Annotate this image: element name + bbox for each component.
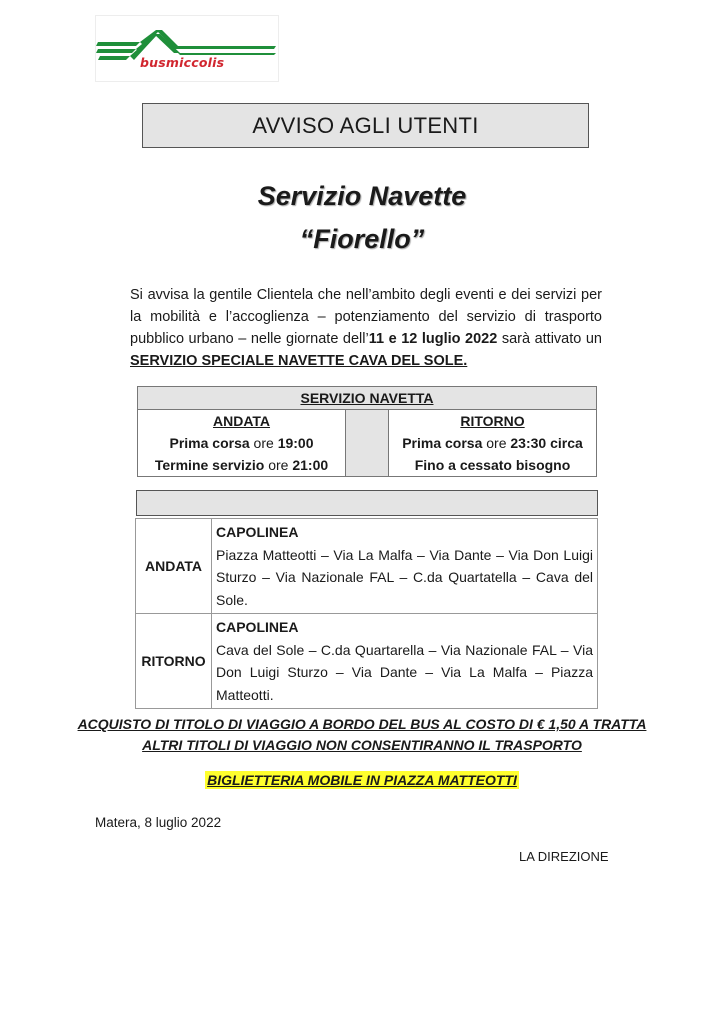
route-label-ritorno: RITORNO bbox=[136, 614, 212, 709]
title-line-1: Servizio Navette bbox=[257, 181, 467, 211]
intro-dates: 11 e 12 luglio 2022 bbox=[368, 331, 498, 347]
route-row-andata bbox=[136, 519, 598, 614]
service-schedule-table bbox=[137, 386, 597, 477]
route-row-ritorno bbox=[136, 614, 598, 709]
logo-text: busmiccolis bbox=[140, 55, 225, 70]
andata-end-time: 21:00 bbox=[292, 457, 329, 473]
route-path-ritorno: Cava del Sole – C.da Quartarella – Via Nazionale FAL – Via Don Luigi Sturzo – Via Dante – Via La Malfa – Piazza Matteotti. bbox=[216, 641, 593, 703]
notice-heading: AVVISO AGLI UTENTI bbox=[252, 112, 479, 138]
intro-text-b: sarà attivato un bbox=[497, 331, 602, 347]
ritorno-first-mid: ore bbox=[482, 435, 511, 451]
ritorno-schedule-cell bbox=[389, 410, 597, 477]
ritorno-first-time: 23:30 circa bbox=[510, 435, 583, 451]
route-capolinea-ritorno: CAPOLINEA bbox=[216, 619, 299, 635]
route-table bbox=[135, 518, 598, 709]
andata-end-mid: ore bbox=[264, 457, 293, 473]
route-capolinea-andata: CAPOLINEA bbox=[216, 524, 299, 540]
schedule-divider-cell bbox=[346, 410, 389, 477]
andata-first-time: 19:00 bbox=[277, 435, 314, 451]
ritorno-title: RITORNO bbox=[460, 413, 525, 429]
company-logo bbox=[95, 15, 279, 82]
document-date: Matera, 8 luglio 2022 bbox=[95, 815, 222, 830]
logo-stripes-icon bbox=[96, 16, 278, 81]
route-path-andata: Piazza Matteotti – Via La Malfa – Via Dante – Via Don Luigi Sturzo – Via Nazionale FAL – C.da Quartatella – Cava del Sole. bbox=[216, 546, 593, 608]
signature: LA DIREZIONE bbox=[519, 849, 609, 864]
intro-highlight: SERVIZIO SPECIALE NAVETTE CAVA DEL SOLE. bbox=[130, 353, 468, 369]
route-desc-ritorno bbox=[212, 614, 598, 709]
intro-text-a: Si avvisa la gentile Clientela che nell’ambito degli eventi e dei servizi per la mobilità e l’accoglienza – potenziamento del servizio di trasporto pubblico urbano – nelle giornate dell’ bbox=[130, 287, 602, 347]
andata-schedule-cell bbox=[138, 410, 346, 477]
andata-first-mid: ore bbox=[249, 435, 278, 451]
title-line-2: “Fiorello” bbox=[299, 224, 425, 254]
andata-title: ANDATA bbox=[212, 413, 271, 429]
ticket-notice-line-2: ALTRI TITOLI DI VIAGGIO NON CONSENTIRANNO IL TRASPORTO bbox=[142, 737, 582, 753]
intro-paragraph bbox=[130, 284, 602, 372]
andata-first-label: Prima corsa bbox=[169, 435, 250, 451]
andata-end-label: Termine servizio bbox=[154, 457, 265, 473]
service-header: SERVIZIO NAVETTA bbox=[138, 387, 597, 410]
route-desc-andata bbox=[212, 519, 598, 614]
route-table-header bbox=[136, 490, 598, 516]
mobile-ticket-office-text: BIGLIETTERIA MOBILE IN PIAZZA MATTEOTTI bbox=[207, 772, 517, 788]
route-label-andata: ANDATA bbox=[136, 519, 212, 614]
notice-heading-box bbox=[142, 103, 589, 148]
ticket-notice-line-1: ACQUISTO DI TITOLO DI VIAGGIO A BORDO DEL BUS AL COSTO DI € 1,50 A TRATTA bbox=[77, 716, 647, 732]
ritorno-first-label: Prima corsa bbox=[402, 435, 483, 451]
ritorno-end-text: Fino a cessato bisogno bbox=[414, 457, 571, 473]
mobile-ticket-office bbox=[0, 772, 724, 790]
